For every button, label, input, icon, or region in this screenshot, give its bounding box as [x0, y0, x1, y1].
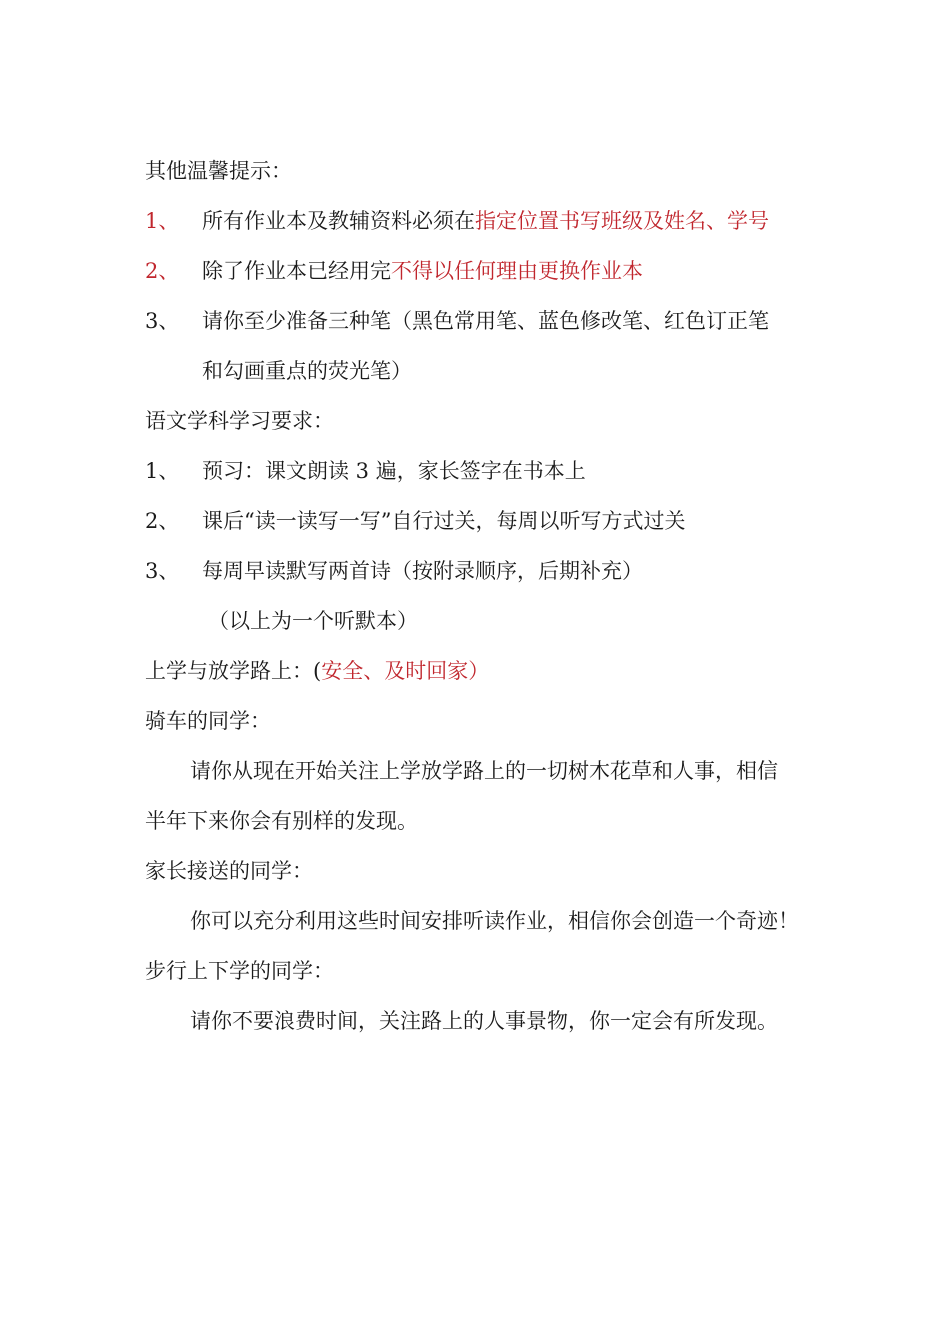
- tips-item-1: [145, 207, 769, 235]
- road-heading-text: 上学与放学路上：(: [145, 659, 322, 683]
- item-highlight: 不得以任何理由更换作业本: [391, 259, 643, 283]
- chinese-item-1: [145, 457, 586, 485]
- walk-paragraph: 请你不要浪费时间，关注路上的人事景物，你一定会有所发现。: [190, 1009, 778, 1033]
- bike-paragraph-line-2: 半年下来你会有别样的发现。: [145, 809, 418, 833]
- item-text: 所有作业本及教辅资料必须在: [202, 209, 475, 233]
- chinese-heading: 语文学科学习要求：: [145, 409, 334, 433]
- parent-paragraph: 你可以充分利用这些时间安排听读作业，相信你会创造一个奇迹！: [190, 909, 799, 933]
- item-number: 3、: [145, 309, 180, 333]
- item-text: 除了作业本已经用完: [202, 259, 391, 283]
- item-number: 2、: [145, 259, 180, 283]
- item-number: 1、: [145, 459, 180, 483]
- tips-item-2: [145, 257, 643, 285]
- item-text: 每周早读默写两首诗（按附录顺序，后期补充）: [202, 559, 643, 583]
- chinese-item-3: [145, 557, 643, 585]
- tips-item-3-continued: 和勾画重点的荧光笔）: [202, 359, 412, 383]
- road-heading: [145, 657, 489, 685]
- item-text: 预习：课文朗读 3 遍，家长签字在书本上: [202, 459, 586, 483]
- road-heading-highlight: 安全、及时回家）: [321, 659, 490, 683]
- item-highlight: 指定位置书写班级及姓名、学号: [475, 209, 769, 233]
- parent-heading: 家长接送的同学：: [145, 859, 313, 883]
- item-number: 2、: [145, 509, 180, 533]
- item-number: 1、: [145, 209, 180, 233]
- tips-item-3: [145, 307, 769, 335]
- item-text: 课后“读一读写一写”自行过关，每周以听写方式过关: [202, 509, 686, 533]
- walk-heading: 步行上下学的同学：: [145, 959, 334, 983]
- tips-heading: 其他温馨提示：: [145, 159, 292, 183]
- item-text: 请你至少准备三种笔（黑色常用笔、蓝色修改笔、红色订正笔: [202, 309, 769, 333]
- chinese-item-2: [145, 507, 685, 535]
- bike-heading: 骑车的同学：: [145, 709, 271, 733]
- item-number: 3、: [145, 559, 180, 583]
- bike-paragraph-line-1: 请你从现在开始关注上学放学路上的一切树木花草和人事，相信: [190, 759, 778, 783]
- chinese-note: （以上为一个听默本）: [208, 609, 418, 633]
